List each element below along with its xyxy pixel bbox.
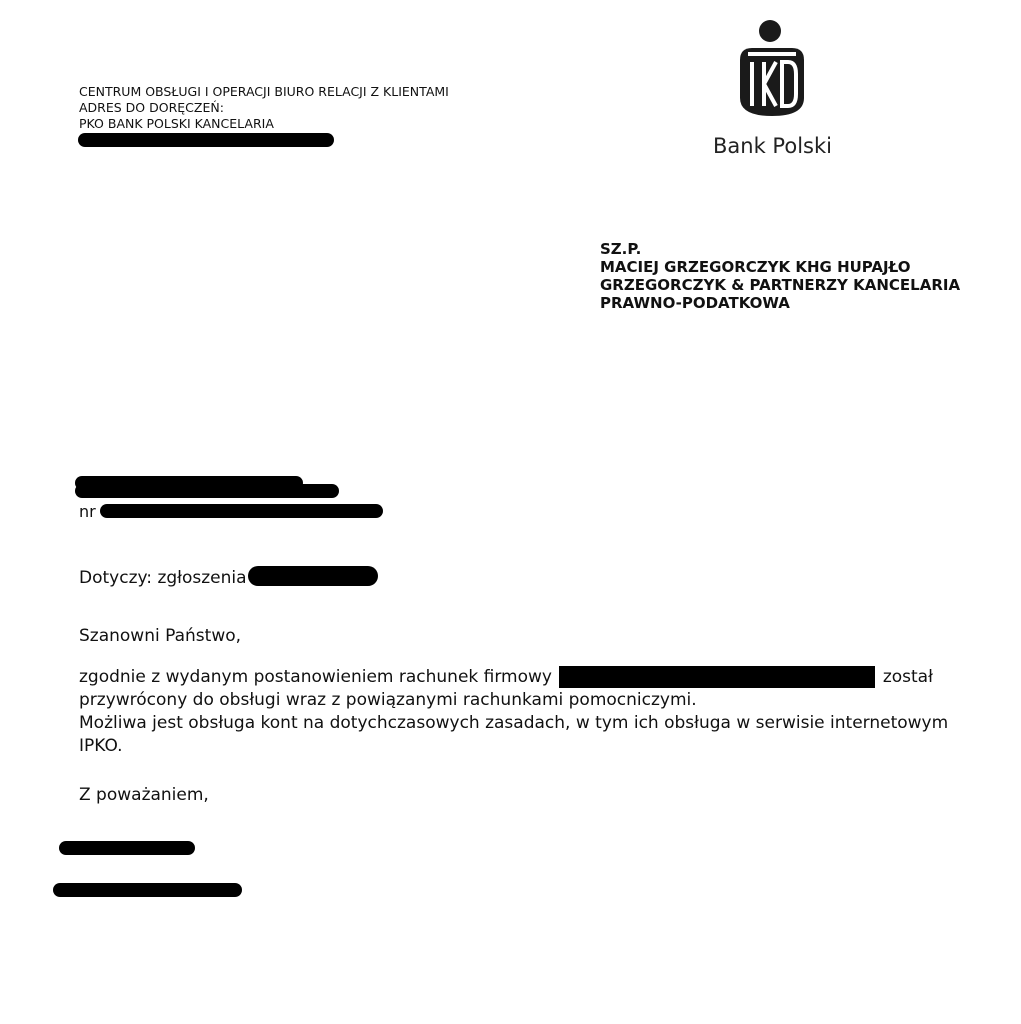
body-sentence-2: Możliwa jest obsługa kont na dotychczasowych zasadach, w tym ich obsługa w serwisie internetowym IPKO. [79, 713, 949, 756]
logo-brand-text: Bank Polski [713, 134, 832, 158]
redaction-reference-line-2 [75, 484, 339, 498]
redaction-account-number [559, 666, 875, 688]
body-sentence-1-end: został [882, 667, 933, 687]
recipient-address [600, 240, 960, 312]
recipient-line-2: MACIEJ GRZEGORCZYK KHG HUPAJŁO [600, 258, 911, 276]
letter-body [79, 666, 969, 758]
sender-line-3: PKO BANK POLSKI KANCELARIA [79, 116, 274, 131]
redaction-subject-id [248, 566, 378, 586]
body-line-2: przywrócony do obsługi wraz z powiązanymi rachunkami pomocniczymi. [79, 690, 697, 710]
recipient-line-1: SZ.P. [600, 240, 642, 258]
body-line-1 [79, 666, 969, 689]
recipient-line-4: PRAWNO-PODATKOWA [600, 294, 790, 312]
salutation: Szanowni Państwo, [79, 626, 242, 646]
redaction-signature-title [53, 883, 242, 897]
closing: Z poważaniem, [79, 785, 209, 805]
recipient-line-3: GRZEGORCZYK & PARTNERZY KANCELARIA [600, 276, 961, 294]
sender-line-1: CENTRUM OBSŁUGI I OPERACJI BIURO RELACJI Z KLIENTAMI [79, 84, 449, 99]
reference-prefix: nr [79, 502, 96, 521]
redaction-sender-address [78, 133, 334, 147]
body-sentence-1-start: zgodnie z wydanym postanowieniem rachunek firmowy [79, 667, 552, 687]
subject-line: Dotyczy: zgłoszenia [79, 568, 247, 588]
redaction-signature-name [59, 841, 195, 855]
redaction-reference-number [100, 504, 383, 518]
sender-line-2: ADRES DO DORĘCZEŃ: [79, 100, 224, 115]
sender-address [79, 84, 449, 132]
